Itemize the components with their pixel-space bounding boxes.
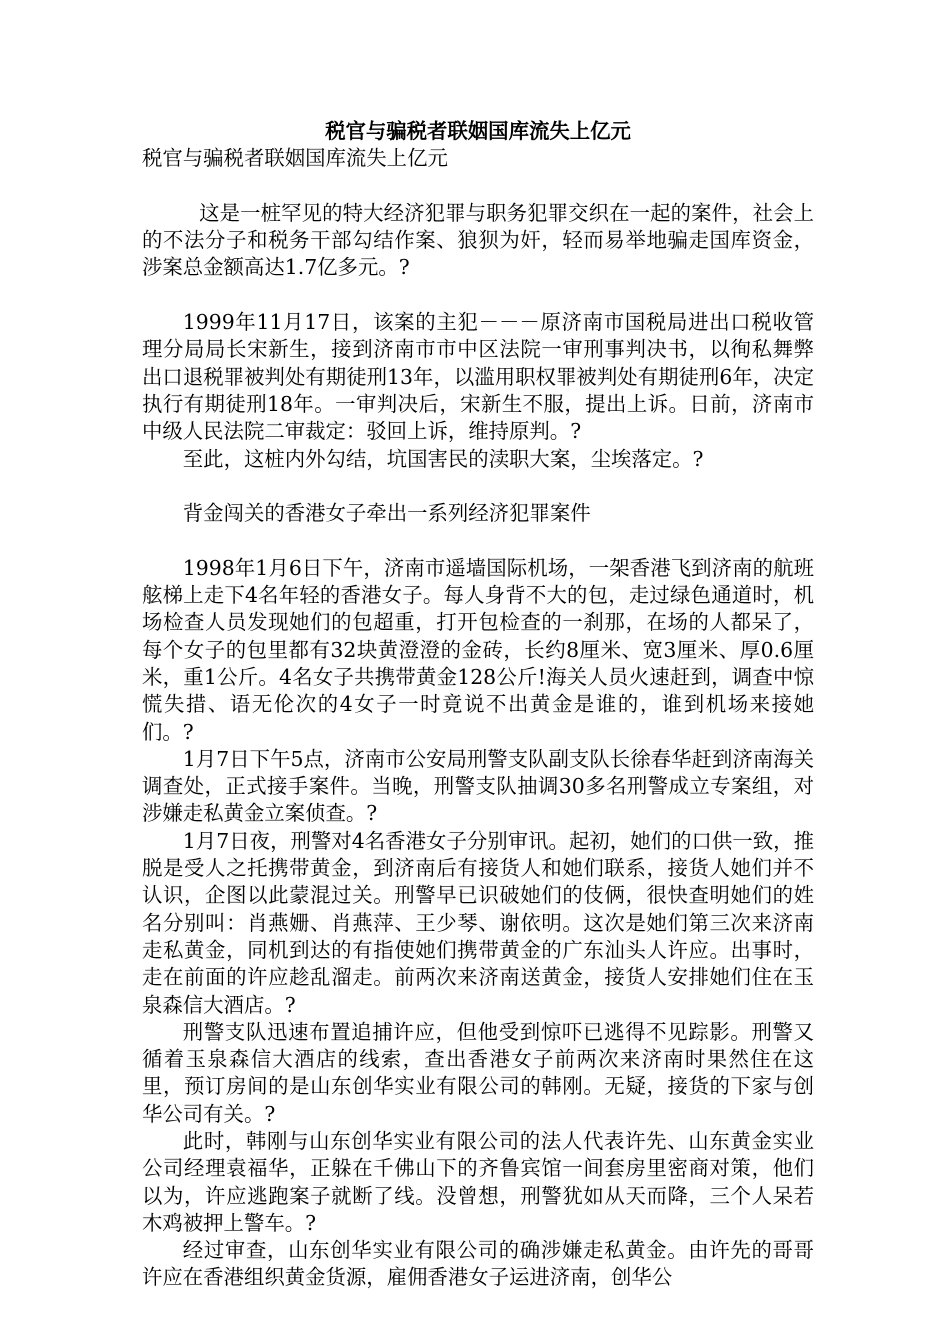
document-title: 税官与骗税者联姻国库流失上亿元 [325, 119, 631, 143]
body-paragraph: 1月7日下午5点，济南市公安局刑警支队副支队长徐春华赶到济南海关调查处，正式接手案件。当晚，刑警支队抽调30多名刑警成立专案组，对涉嫌走私黄金立案侦查。? [142, 746, 814, 826]
blank-line [142, 173, 814, 200]
body-paragraph: 此时，韩刚与山东创华实业有限公司的法人代表许先、山东黄金实业公司经理袁福华，正躲在千佛山下的齐鲁宾馆一间套房里密商对策，他们以为，许应逃跑案子就断了线。没曾想，刑警犹如从天而降，三个人呆若木鸡被押上警车。? [142, 1128, 814, 1235]
document-page [142, 118, 814, 1292]
body-paragraph: 经过审查，山东创华实业有限公司的确涉嫌走私黄金。由许先的哥哥许应在香港组织黄金货源，雇佣香港女子运进济南，创华公 [142, 1238, 814, 1290]
body-paragraph: 刑警支队迅速布置追捕许应，但他受到惊吓已逃得不见踪影。刑警又循着玉泉森信大酒店的线索，查出香港女子前两次来济南时果然住在这里，预订房间的是山东创华实业有限公司的韩刚。无疑，接货的下家与创华公司有关。? [142, 1019, 814, 1126]
body-paragraph: 1998年1月6日下午，济南市遥墙国际机场，一架香港飞到济南的航班舷梯上走下4名年轻的香港女子。每人身背不大的包，走过绿色通道时，机场检查人员发现她们的包超重，打开包检查的一刹那，在场的人都呆了，每个女子的包里都有32块黄澄澄的金砖，长约8厘米、宽3厘米、厚0.6厘米，重1公斤。4名女子共携带黄金128公斤!海关人员火速赶到，调查中惊慌失措、语无伦次的4女子一时竟说不出黄金是谁的，谁到机场来接她们。? [142, 555, 814, 744]
conclusion-paragraph: 至此，这桩内外勾结，坑国害民的渎职大案，尘埃落定。? [182, 446, 704, 471]
body-paragraph: 1月7日夜，刑警对4名香港女子分别审讯。起初，她们的口供一致，推脱是受人之托携带黄金，到济南后有接货人和她们联系，接货人她们并不认识，企图以此蒙混过关。刑警早已识破她们的伎俩，很快查明她们的姓名分别叫：肖燕姗、肖燕萍、王少琴、谢依明。这次是她们第三次来济南走私黄金，同机到达的有指使她们携带黄金的广东汕头人许应。出事时，走在前面的许应趁乱溜走。前两次来济南送黄金，接货人安排她们住在玉泉森信大酒店。? [142, 828, 814, 1017]
intro-paragraph: 这是一桩罕见的特大经济犯罪与职务犯罪交织在一起的案件，社会上的不法分子和税务干部勾结作案、狼狈为奸，轻而易举地骗走国库资金，涉案总金额高达1.7亿多元。? [142, 200, 814, 280]
blank-line [142, 527, 814, 554]
blank-line [142, 473, 814, 500]
document-subtitle: 税官与骗税者联姻国库流失上亿元 [142, 146, 448, 171]
blank-line [142, 282, 814, 309]
verdict-paragraph: 1999年11月17日，该案的主犯－－－原济南市国税局进出口税收管理分局局长宋新生，接到济南市市中区法院一审刑事判决书，以徇私舞弊出口退税罪被判处有期徒刑13年，以滥用职权罪被判处有期徒刑6年，决定执行有期徒刑18年。一审判决后，宋新生不服，提出上诉。日前，济南市中级人民法院二审裁定：驳回上诉，维持原判。? [142, 310, 814, 444]
section-heading: 背金闯关的香港女子牵出一系列经济犯罪案件 [182, 501, 591, 526]
